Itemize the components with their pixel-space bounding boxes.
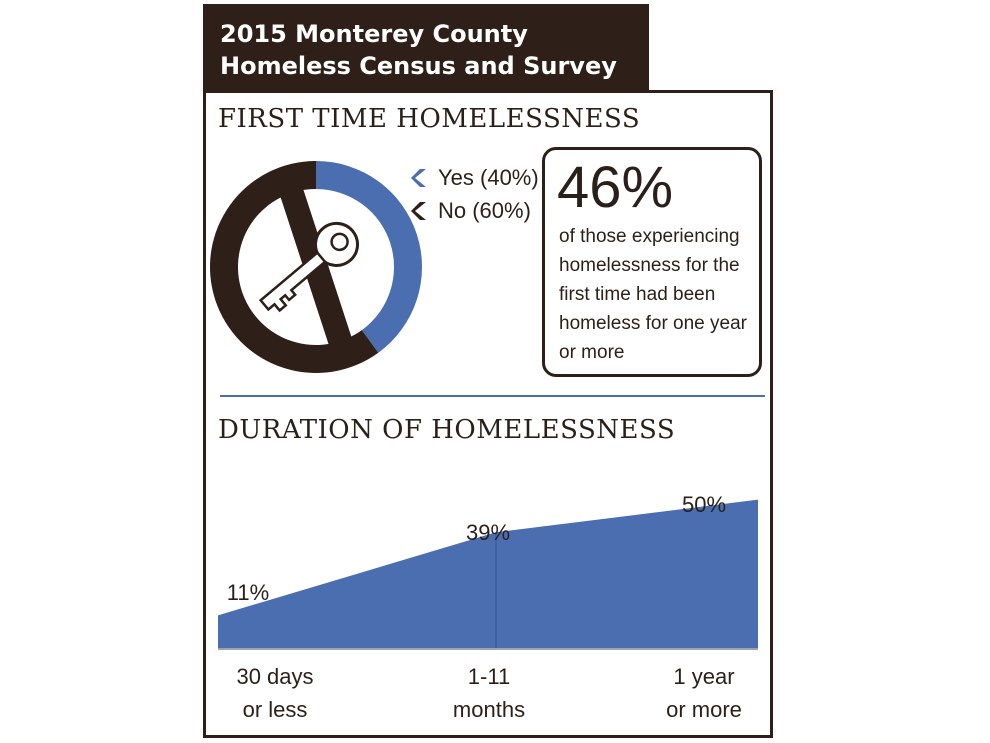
category-label-2 (414, 660, 564, 726)
data-label-2: 39% (465, 520, 511, 545)
section-divider (220, 395, 765, 397)
chevron-left-icon (410, 201, 428, 221)
legend-no (410, 198, 531, 224)
stat-callout (542, 147, 762, 377)
stat-description: of those experiencing homelessness for the first time had been homeless for one year or more (559, 226, 747, 363)
chevron-left-icon (410, 168, 428, 188)
data-label-1: 11% (226, 580, 270, 605)
data-label-3: 50% (681, 492, 727, 517)
category-label-3-line1: 1 year (673, 664, 735, 689)
category-label-3 (629, 660, 779, 726)
stat-value: 46% (557, 155, 674, 220)
category-label-1-line2: or less (242, 697, 308, 722)
category-label-2-line1: 1-11 (467, 664, 511, 689)
legend-no-label: No (60%) (438, 198, 531, 223)
legend-yes-label: Yes (40%) (438, 165, 539, 190)
category-label-3-line2: or more (666, 697, 742, 722)
title-line-2: Homeless Census and Survey (220, 52, 617, 80)
category-label-1-line1: 30 days (236, 664, 314, 689)
category-label-1 (200, 660, 350, 726)
first-time-heading: FIRST TIME HOMELESSNESS (218, 104, 641, 134)
title-line-1: 2015 Monterey County (220, 20, 528, 48)
duration-heading: DURATION OF HOMELESSNESS (218, 415, 676, 445)
category-label-2-line2: months (452, 697, 526, 722)
legend-yes (410, 165, 539, 191)
